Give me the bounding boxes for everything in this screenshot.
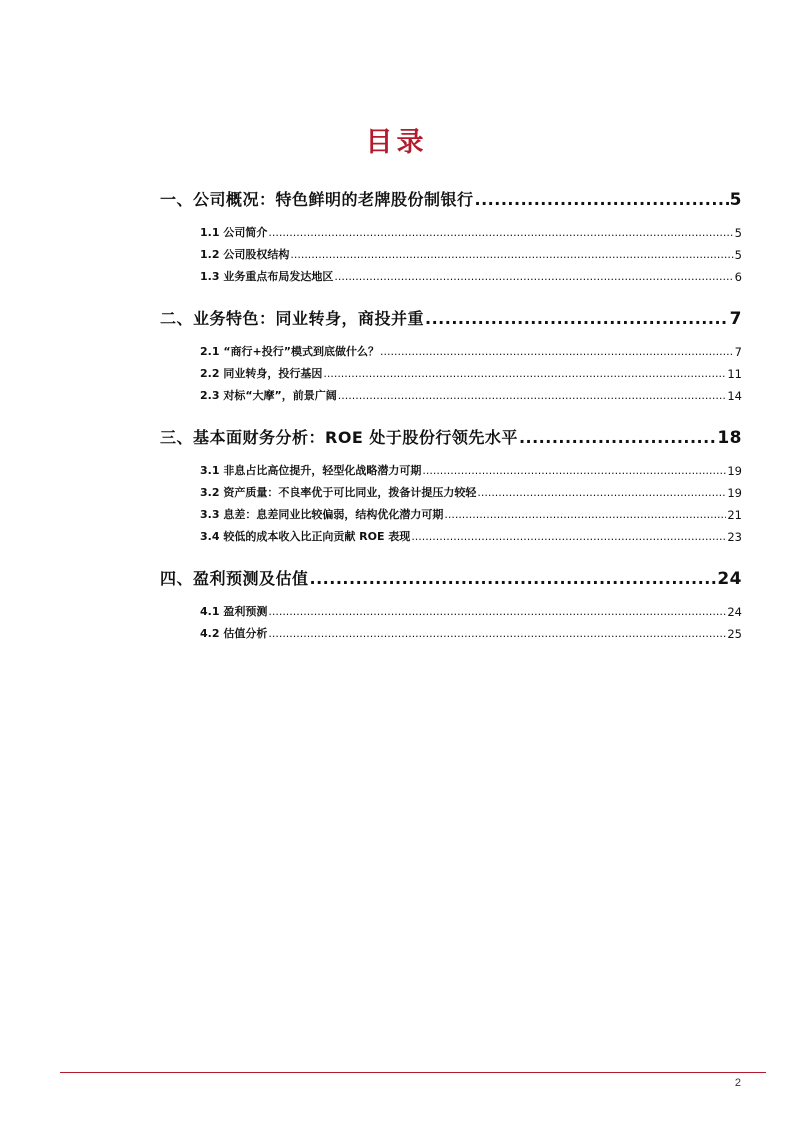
table-of-contents	[160, 186, 742, 662]
toc-entry-4-1[interactable]	[160, 601, 742, 623]
toc-entry-label: 2.3 对标“大摩”，前景广阔	[200, 389, 337, 402]
toc-entry-2-3[interactable]	[160, 385, 742, 407]
leader-dots	[422, 460, 726, 482]
toc-entry-2-1[interactable]	[160, 341, 742, 363]
leader-dots	[290, 244, 733, 266]
toc-section	[160, 186, 742, 288]
leader-dots	[411, 526, 726, 548]
toc-entry-label: 3.3 息差：息差同业比较偏弱，结构优化潜力可期	[200, 508, 444, 521]
toc-entry-label: 1.3 业务重点布局发达地区	[200, 270, 334, 283]
toc-entry-page: 5	[734, 248, 742, 262]
leader-dots	[475, 186, 729, 214]
leader-dots	[338, 385, 727, 407]
toc-entry-3-2[interactable]	[160, 482, 742, 504]
toc-entry-page: 19	[727, 486, 742, 500]
leader-dots	[380, 341, 734, 363]
toc-entry-3-3[interactable]	[160, 504, 742, 526]
toc-entry-label: 一、公司概况：特色鲜明的老牌股份制银行	[160, 190, 474, 209]
toc-entry-chapter-3[interactable]	[160, 424, 742, 452]
footer-divider	[60, 1072, 766, 1073]
toc-entry-chapter-2[interactable]	[160, 305, 742, 333]
toc-entry-page: 5	[734, 226, 742, 240]
leader-dots	[323, 363, 726, 385]
toc-entry-page: 5	[729, 190, 742, 210]
leader-dots	[477, 482, 726, 504]
toc-entry-page: 18	[717, 428, 742, 448]
toc-entry-chapter-4[interactable]	[160, 565, 742, 593]
toc-entry-label: 1.1 公司简介	[200, 226, 268, 239]
toc-entry-page: 11	[727, 367, 742, 381]
toc-entry-4-2[interactable]	[160, 623, 742, 645]
toc-entry-page: 24	[717, 569, 742, 589]
toc-entry-page: 7	[734, 345, 742, 359]
toc-entry-2-2[interactable]	[160, 363, 742, 385]
toc-entry-label: 三、基本面财务分析：ROE 处于股份行领先水平	[160, 428, 518, 447]
toc-entry-page: 24	[727, 605, 742, 619]
toc-entry-label: 4.2 估值分析	[200, 627, 268, 640]
page-number: 2	[734, 1077, 741, 1089]
toc-section	[160, 424, 742, 548]
toc-entry-chapter-1[interactable]	[160, 186, 742, 214]
toc-entry-page: 25	[727, 627, 742, 641]
toc-entry-page: 21	[727, 508, 742, 522]
toc-entry-page: 7	[729, 309, 742, 329]
leader-dots	[268, 623, 726, 645]
leader-dots	[444, 504, 726, 526]
toc-entry-label: 2.1 “商行+投行”模式到底做什么？	[200, 345, 379, 358]
toc-entry-1-2[interactable]	[160, 244, 742, 266]
toc-entry-1-3[interactable]	[160, 266, 742, 288]
toc-section	[160, 305, 742, 407]
toc-entry-label: 4.1 盈利预测	[200, 605, 268, 618]
toc-entry-label: 3.2 资产质量：不良率优于可比同业，拨备计提压力较轻	[200, 486, 477, 499]
leader-dots	[519, 424, 716, 452]
toc-entry-label: 3.1 非息占比高位提升，轻型化战略潜力可期	[200, 464, 422, 477]
toc-entry-label: 2.2 同业转身，投行基因	[200, 367, 323, 380]
leader-dots	[310, 565, 717, 593]
toc-entry-3-4[interactable]	[160, 526, 742, 548]
toc-entry-label: 二、业务特色：同业转身，商投并重	[160, 309, 425, 328]
toc-entry-label: 1.2 公司股权结构	[200, 248, 290, 261]
toc-entry-3-1[interactable]	[160, 460, 742, 482]
leader-dots	[268, 222, 733, 244]
toc-entry-page: 19	[727, 464, 742, 478]
toc-entry-page: 6	[734, 270, 742, 284]
leader-dots	[334, 266, 733, 288]
toc-entry-1-1[interactable]	[160, 222, 742, 244]
leader-dots	[425, 305, 729, 333]
leader-dots	[268, 601, 726, 623]
toc-section	[160, 565, 742, 645]
toc-entry-page: 23	[727, 530, 742, 544]
toc-entry-label: 四、盈利预测及估值	[160, 569, 309, 588]
page-title: 目录	[365, 127, 428, 158]
toc-entry-label: 3.4 较低的成本收入比正向贡献 ROE 表现	[200, 530, 411, 543]
toc-entry-page: 14	[727, 389, 742, 403]
